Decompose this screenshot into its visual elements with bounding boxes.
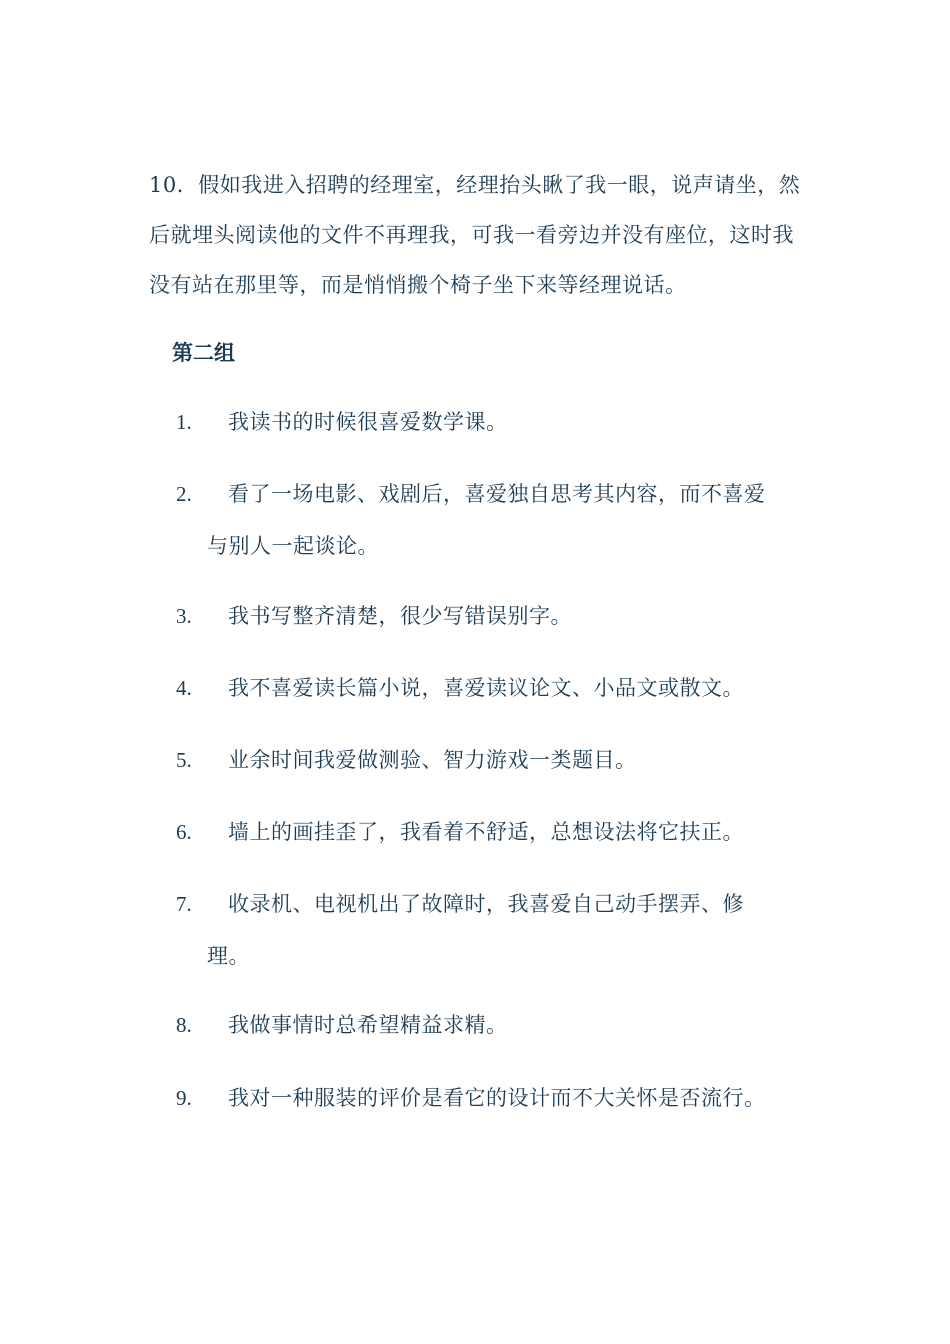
- item-text: 我做事情时总希望精益求精。: [228, 1013, 508, 1037]
- item-number: 9.: [176, 1086, 192, 1110]
- list-item: [176, 396, 806, 448]
- item-text: 我读书的时候很喜爱数学课。: [228, 410, 508, 434]
- item-text-continued: 与别人一起谈论。: [207, 534, 379, 558]
- item-number: 8.: [176, 1013, 192, 1037]
- item-number: 7.: [176, 892, 192, 916]
- item-number: 5.: [176, 748, 192, 772]
- item-number: 6.: [176, 820, 192, 844]
- list-item: [176, 1072, 806, 1124]
- item-text: 墙上的画挂歪了，我看着不舒适，总想设法将它扶正。: [228, 820, 744, 844]
- list-item: [176, 662, 806, 714]
- item-text: 我对一种服装的评价是看它的设计而不大关怀是否流行。: [228, 1086, 766, 1110]
- list-item: [176, 590, 806, 642]
- list-item: [176, 468, 806, 572]
- item-text: 业余时间我爱做测验、智力游戏一类题目。: [228, 748, 637, 772]
- item-text: 收录机、电视机出了故障时，我喜爱自己动手摆弄、修: [228, 892, 744, 916]
- list-item: [176, 734, 806, 786]
- item-number: 4.: [176, 676, 192, 700]
- group-heading: 第二组: [172, 340, 235, 365]
- list-item: [176, 999, 806, 1051]
- item-number: 1.: [176, 410, 192, 434]
- list-item: [176, 878, 806, 982]
- item-number: 2.: [176, 482, 192, 506]
- item-number: 3.: [176, 604, 192, 628]
- item-text-continued: 理。: [207, 944, 250, 968]
- list-item: [176, 806, 806, 858]
- item-text: 我书写整齐清楚，很少写错误别字。: [228, 604, 572, 628]
- question-10-paragraph: 10．假如我进入招聘的经理室，经理抬头瞅了我一眼，说声请坐，然后就埋头阅读他的文件不再理我，可我一看旁边并没有座位，这时我没有站在那里等，而是悄悄搬个椅子坐下来等经理说话。: [149, 173, 801, 297]
- item-text: 我不喜爱读长篇小说，喜爱读议论文、小品文或散文。: [228, 676, 744, 700]
- item-text: 看了一场电影、戏剧后，喜爱独自思考其内容，而不喜爱: [228, 482, 766, 506]
